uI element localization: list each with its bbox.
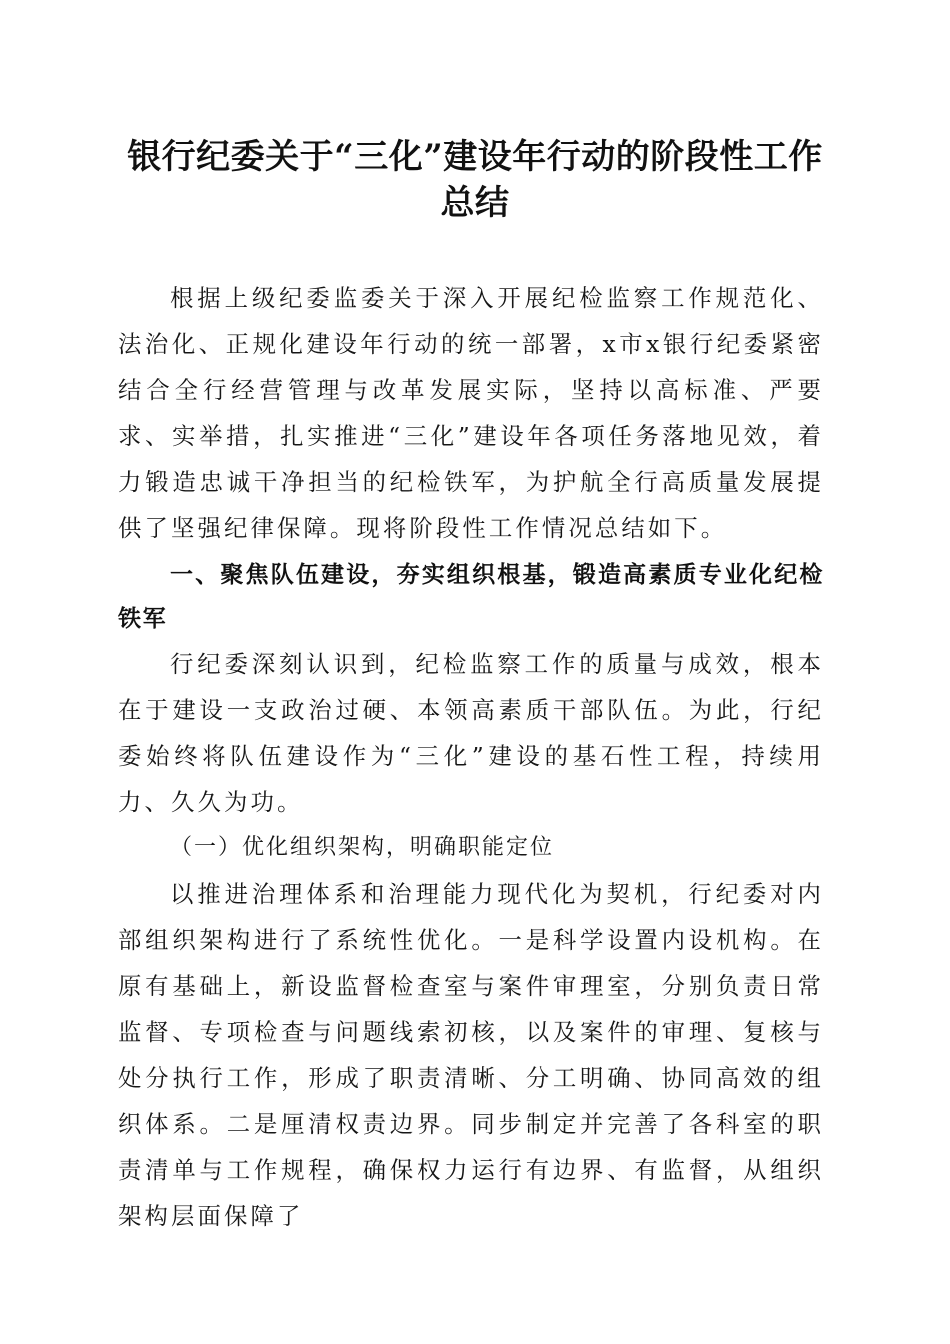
document-body (118, 275, 824, 1239)
section-1-heading: 一、聚焦队伍建设，夯实组织根基，锻造高素质专业化纪检铁军 (118, 562, 824, 632)
section-1-paragraph: 行纪委深刻认识到，纪检监察工作的质量与成效，根本在于建设一支政治过硬、本领高素质干部队伍。为此，行纪委始终将队伍建设作为“三化”建设的基石性工程，持续用力、久久为功。 (118, 650, 824, 816)
intro-paragraph: 根据上级纪委监委关于深入开展纪检监察工作规范化、法治化、正规化建设年行动的统一部署，x市x银行纪委紧密结合全行经营管理与改革发展实际，坚持以高标准、严要求、实举措，扎实推进“三化”建设年各项任务落地见效，着力锻造忠诚干净担当的纪检铁军，为护航全行高质量发展提供了坚强纪律保障。现将阶段性工作情况总结如下。 (118, 284, 824, 542)
document-title: 银行纪委关于“三化”建设年行动的阶段性工作总结 (127, 137, 823, 223)
subsection-1-paragraph: 以推进治理体系和治理能力现代化为契机，行纪委对内部组织架构进行了系统性优化。一是科学设置内设机构。在原有基础上，新设监督检查室与案件审理室，分别负责日常监督、专项检查与问题线索初核，以及案件的审理、复核与处分执行工作，形成了职责清晰、分工明确、协同高效的组织体系。二是厘清权责边界。同步制定并完善了各科室的职责清单与工作规程，确保权力运行有边界、有监督，从组织架构层面保障了 (118, 880, 824, 1230)
subsection-1-heading: （一）优化组织架构，明确职能定位 (170, 835, 555, 860)
